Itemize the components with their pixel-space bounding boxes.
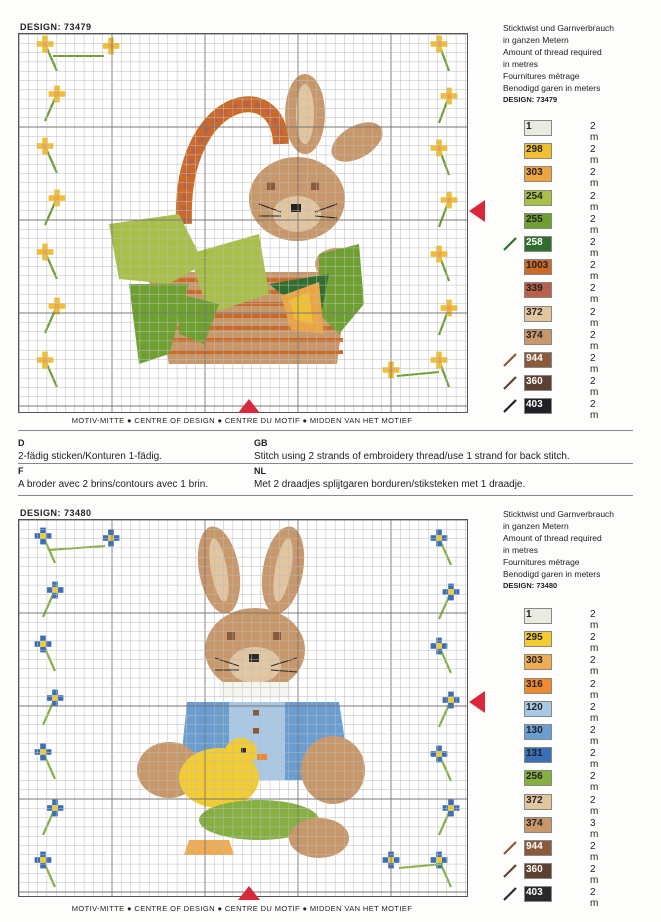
backstitch-line-icon bbox=[503, 864, 517, 878]
thread-amount: 2 m bbox=[590, 190, 599, 213]
centre-of-design-label-1: MOTIV-MITTE ● CENTRE OF DESIGN ● CENTRE DU MOTIF ● MIDDEN VAN HET MOTIEF bbox=[71, 416, 413, 425]
chart-2-graphic bbox=[19, 520, 467, 896]
centre-marker-right-2 bbox=[469, 691, 485, 713]
divider bbox=[18, 430, 633, 431]
thread-code: 120 bbox=[526, 701, 543, 713]
thread-amount: 2 m bbox=[590, 376, 599, 399]
backstitch-line-icon bbox=[503, 237, 517, 251]
thread-code: 1 bbox=[526, 609, 532, 620]
thread-amount: 2 m bbox=[590, 864, 599, 887]
thread-code: 403 bbox=[526, 399, 543, 411]
centre-of-design-label-2: MOTIV-MITTE ● CENTRE OF DESIGN ● CENTRE DU MOTIF ● MIDDEN VAN HET MOTIEF bbox=[71, 904, 413, 913]
legend-header-line: in metres bbox=[503, 545, 538, 555]
thread-amount: 2 m bbox=[590, 236, 599, 259]
thread-code: 254 bbox=[526, 190, 543, 202]
design-2-label: DESIGN: 73480 bbox=[20, 508, 92, 518]
legend-design-number: DESIGN: 73479 bbox=[503, 95, 558, 104]
thread-amount: 2 m bbox=[590, 260, 599, 283]
thread-amount: 2 m bbox=[590, 306, 599, 329]
legend-header-line: Benodigd garen in meters bbox=[503, 569, 601, 579]
thread-amount: 2 m bbox=[590, 167, 599, 190]
thread-amount: 2 m bbox=[590, 352, 599, 375]
thread-amount: 2 m bbox=[590, 399, 599, 422]
thread-amount: 2 m bbox=[590, 887, 599, 910]
thread-code: 131 bbox=[526, 748, 543, 760]
legend-header-line: Sticktwist und Garnverbrauch bbox=[503, 23, 615, 33]
centre-marker-bottom-1 bbox=[238, 399, 260, 413]
thread-code: 944 bbox=[526, 840, 543, 852]
legend-header-line: Benodigd garen in meters bbox=[503, 83, 601, 93]
thread-code: 360 bbox=[526, 864, 543, 876]
design-1-chart bbox=[18, 33, 468, 413]
thread-code: 298 bbox=[526, 144, 543, 156]
thread-amount: 2 m bbox=[590, 701, 599, 724]
thread-code: 256 bbox=[526, 771, 543, 783]
legend-design-number: DESIGN: 73480 bbox=[503, 581, 558, 590]
instr-tag-f: F bbox=[18, 466, 24, 476]
thread-amount: 2 m bbox=[590, 329, 599, 352]
thread-code: 130 bbox=[526, 724, 543, 736]
instr-text-d: 2-fädig sticken/Konturen 1-fädig. bbox=[18, 451, 162, 462]
legend-header-line: in metres bbox=[503, 59, 538, 69]
thread-code: 255 bbox=[526, 213, 543, 225]
thread-code: 944 bbox=[526, 352, 543, 364]
thread-code: 258 bbox=[526, 236, 543, 248]
legend-header-1 bbox=[503, 22, 653, 106]
legend-header-line: in ganzen Metern bbox=[503, 521, 569, 531]
instr-text-gb: Stitch using 2 strands of embroidery thread/use 1 strand for back stitch. bbox=[254, 451, 570, 462]
instr-text-nl: Met 2 draadjes splijtgaren borduren/stiksteken met 1 draadje. bbox=[254, 479, 526, 490]
thread-amount: 3 m bbox=[590, 817, 599, 840]
backstitch-line-icon bbox=[503, 376, 517, 390]
thread-amount: 2 m bbox=[590, 121, 599, 143]
legend-header-line: Amount of thread required bbox=[503, 533, 602, 543]
thread-code: 303 bbox=[526, 167, 543, 179]
thread-code: 372 bbox=[526, 794, 543, 806]
thread-amount: 2 m bbox=[590, 655, 599, 678]
thread-amount: 2 m bbox=[590, 724, 599, 747]
thread-amount: 2 m bbox=[590, 748, 599, 771]
thread-code: 339 bbox=[526, 283, 543, 295]
thread-amount: 2 m bbox=[590, 609, 599, 631]
thread-amount: 2 m bbox=[590, 678, 599, 701]
centre-marker-bottom-2 bbox=[238, 886, 260, 900]
design-2-chart bbox=[18, 519, 468, 897]
thread-code: 360 bbox=[526, 376, 543, 388]
thread-code: 372 bbox=[526, 306, 543, 318]
backstitch-line-icon bbox=[503, 841, 517, 855]
instr-tag-nl: NL bbox=[254, 466, 266, 476]
divider bbox=[18, 463, 633, 464]
legend-header-line: in ganzen Metern bbox=[503, 35, 569, 45]
thread-code: 1003 bbox=[526, 260, 549, 272]
centre-marker-right-1 bbox=[469, 200, 485, 222]
thread-amount: 2 m bbox=[590, 144, 599, 167]
legend-header-line: Sticktwist und Garnverbrauch bbox=[503, 509, 615, 519]
instr-tag-gb: GB bbox=[254, 438, 268, 448]
legend-header-line: Fournitures métrage bbox=[503, 71, 580, 81]
thread-amount: 2 m bbox=[590, 840, 599, 863]
thread-code: 295 bbox=[526, 632, 543, 644]
thread-amount: 2 m bbox=[590, 283, 599, 306]
instr-tag-d: D bbox=[18, 438, 25, 448]
thread-code: 1 bbox=[526, 121, 532, 132]
divider bbox=[18, 495, 633, 496]
backstitch-line-icon bbox=[503, 887, 517, 901]
legend-header-line: Amount of thread required bbox=[503, 47, 602, 57]
instr-text-f: A broder avec 2 brins/contours avec 1 brin. bbox=[18, 479, 209, 490]
backstitch-line-icon bbox=[503, 353, 517, 367]
legend-header-2 bbox=[503, 508, 653, 592]
backstitch-line-icon bbox=[503, 399, 517, 413]
thread-amount: 2 m bbox=[590, 213, 599, 236]
thread-code: 403 bbox=[526, 887, 543, 899]
design-1-label: DESIGN: 73479 bbox=[20, 22, 92, 32]
thread-amount: 2 m bbox=[590, 794, 599, 817]
thread-code: 316 bbox=[526, 678, 543, 690]
instructions bbox=[18, 435, 618, 495]
thread-code: 303 bbox=[526, 655, 543, 667]
thread-amount: 2 m bbox=[590, 771, 599, 794]
chart-1-graphic bbox=[19, 34, 467, 412]
thread-amount: 2 m bbox=[590, 632, 599, 655]
legend-header-line: Fournitures métrage bbox=[503, 557, 580, 567]
thread-code: 374 bbox=[526, 329, 543, 341]
thread-code: 374 bbox=[526, 817, 543, 829]
